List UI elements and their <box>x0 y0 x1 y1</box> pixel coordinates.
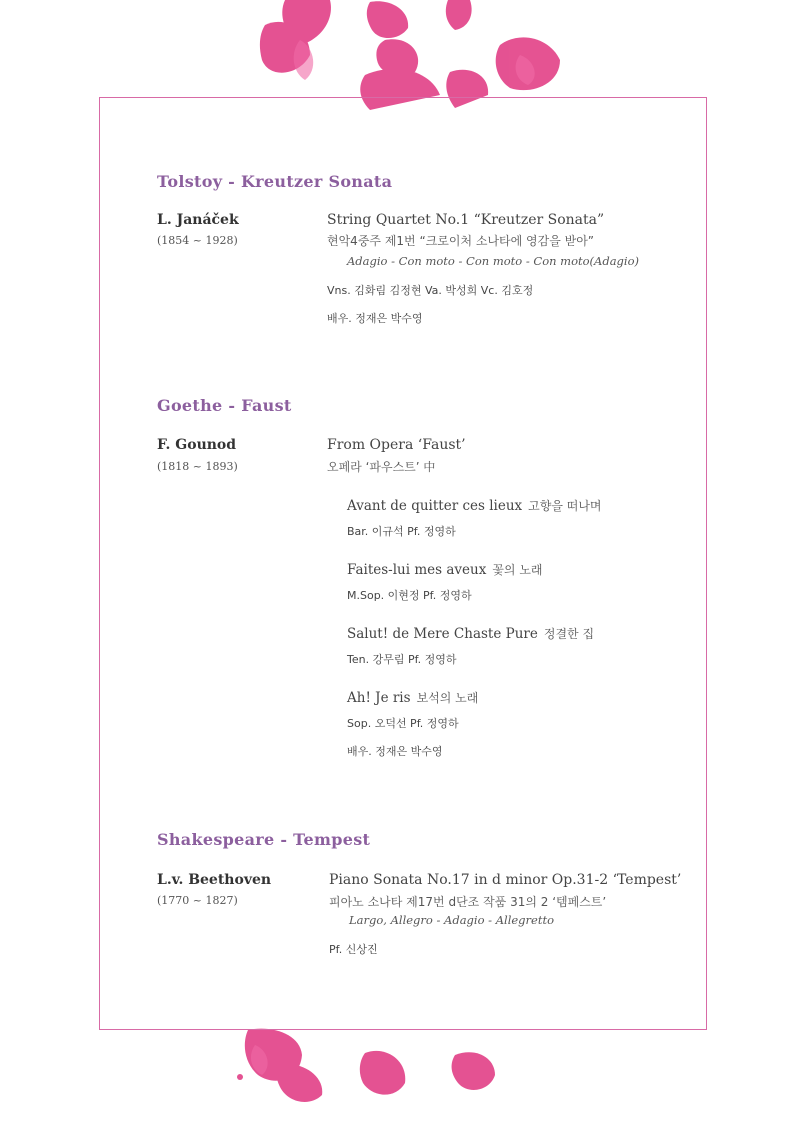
song-performers: M.Sop. 이현정 Pf. 정영하 <box>347 589 472 602</box>
composer-beethoven: L.v. Beethoven <box>157 872 272 888</box>
composer-years-beethoven: (1770 ~ 1827) <box>157 894 238 907</box>
song-title-fr: Faites-lui mes aveux <box>347 562 487 578</box>
movements-kreutzer: Adagio - Con moto - Con moto - Con moto(Adagio) <box>347 254 640 268</box>
composer-years-gounod: (1818 ~ 1893) <box>157 460 238 473</box>
song-title-ko: 보석의 노래 <box>416 691 479 705</box>
section-title-tolstoy: Tolstoy - Kreutzer Sonata <box>157 172 393 191</box>
work-title-faust: From Opera ‘Faust’ <box>327 437 466 453</box>
performers-kreutzer: Vns. 김화림 김정현 Va. 박성희 Vc. 김호정 <box>327 284 534 297</box>
song-title-fr: Ah! Je ris <box>347 690 411 706</box>
song-performers: Bar. 이규석 Pf. 정영하 <box>347 525 456 538</box>
song-title <box>347 689 478 706</box>
composer-years-janacek: (1854 ~ 1928) <box>157 234 238 247</box>
song-performers: Sop. 오덕선 Pf. 정영하 <box>347 717 459 730</box>
song-title-ko: 정결한 집 <box>543 627 595 641</box>
song-title <box>347 625 594 642</box>
song-title <box>347 497 602 514</box>
song-title-ko: 고향을 떠나며 <box>528 499 602 513</box>
petal-decoration-bottom <box>0 1025 800 1127</box>
petal-decoration-top <box>0 0 800 110</box>
work-title-korean-kreutzer: 현악4중주 제1번 “크로이처 소나타에 영감을 받아” <box>327 234 595 248</box>
song-title <box>347 561 543 578</box>
section-title-shakespeare: Shakespeare - Tempest <box>157 830 371 849</box>
composer-gounod: F. Gounod <box>157 437 237 453</box>
performers-tempest: Pf. 신상진 <box>329 943 378 956</box>
song-title-fr: Salut! de Mere Chaste Pure <box>347 626 538 642</box>
song-performers: Ten. 강무림 Pf. 정영하 <box>347 653 457 666</box>
actors-faust: 배우. 정재은 박수영 <box>347 745 443 758</box>
work-title-tempest: Piano Sonata No.17 in d minor Op.31-2 ‘Tempest’ <box>329 872 682 888</box>
movements-tempest: Largo, Allegro - Adagio - Allegretto <box>349 913 555 927</box>
composer-janacek: L. Janáček <box>157 212 239 228</box>
actors-kreutzer: 배우. 정재은 박수영 <box>327 312 423 325</box>
song-title-ko: 꽃의 노래 <box>492 563 543 577</box>
work-title-kreutzer: String Quartet No.1 “Kreutzer Sonata” <box>327 212 605 228</box>
work-title-korean-tempest: 피아노 소나타 제17번 d단조 작품 31의 2 ‘템페스트’ <box>329 895 607 909</box>
section-title-goethe: Goethe - Faust <box>157 396 292 415</box>
song-title-fr: Avant de quitter ces lieux <box>347 498 523 514</box>
work-title-korean-faust: 오페라 ‘파우스트’ 中 <box>327 460 436 474</box>
